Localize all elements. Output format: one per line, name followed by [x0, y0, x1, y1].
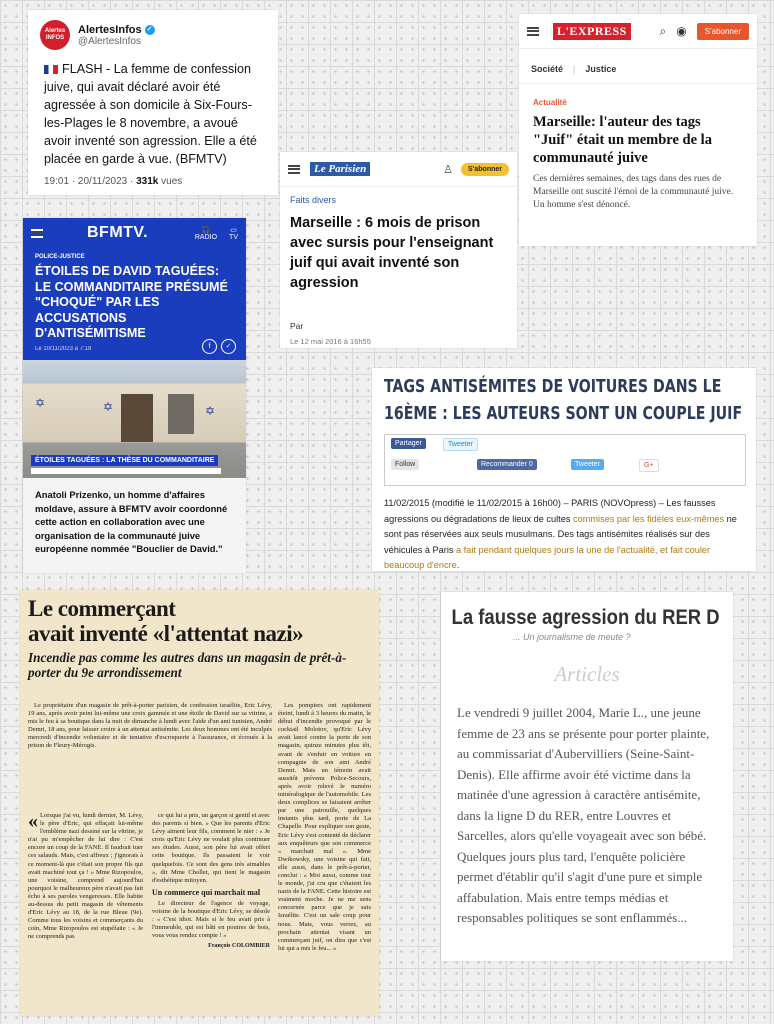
- chyron-subline: [31, 468, 221, 474]
- article-title: Marseille : 6 mois de prison avec sursis pour l'enseignant juif qui avait inventé son agression: [290, 215, 494, 291]
- article-date: Le 10/11/2023 à 7:19: [35, 346, 92, 352]
- france-flag-icon: [44, 65, 58, 74]
- article-description: Ces dernières semaines, des tags dans des rues de Marseille ont suscité l'émoi de la communauté juive. Un homme s'est dénoncé.: [533, 174, 734, 210]
- article-category[interactable]: Actualité: [533, 98, 567, 107]
- account-icon[interactable]: ◉: [676, 24, 687, 38]
- text-part: .: [456, 560, 460, 570]
- video-thumbnail[interactable]: [23, 360, 246, 478]
- express-logo[interactable]: L'EXPRESS: [553, 23, 631, 40]
- clipping-subtitle: Incendie pas comme les autres dans un magasin de prêt-à-porter du 9e arrondissement: [28, 650, 347, 680]
- clipping-lead: [28, 702, 272, 753]
- radio-label: RADIO: [194, 233, 218, 241]
- parisien-header: [280, 152, 517, 187]
- article-title: TAGS ANTISÉMITES DE VOITURES DANS LE 16ÈME : LES AUTEURS SONT UN COUPLE JUIF: [384, 377, 743, 424]
- tweet-text: [28, 56, 278, 168]
- article-title: ÉTOILES DE DAVID TAGUÉES: LE COMMANDITAIRE PRÉSUMÉ "CHOQUÉ" PAR LES ACCUSATIONS D'ANTISÉMITISME: [35, 264, 228, 340]
- headline-line-2: avait inventé «l'attentat nazi»: [28, 621, 304, 646]
- parisien-article-card: [280, 152, 517, 348]
- tweet-button[interactable]: Tweeter: [443, 438, 478, 451]
- column-b-text: ce qui lui a pris, un garçon si gentil et avec des parents si bien. » Que les parents d'Eric Lévy aiment leur fils, comment le nier : « Je crois qu'Eric Lévy ne voulait plus continuer ses études. Aussi, son père lui avait offert cette boutique. Ils passaient le voir quelquefois. Ce sont des gens très aimables », dit Mme Chollet, qui tient le magasin d'esthétique mitoyen.: [152, 812, 270, 884]
- lead-paragraph: Le propriétaire d'un magasin de prêt-à-porter parisien, de confession israélite, Eric Lévy, 19 ans, après avoir peint lui-même une croix gammée et une étoile de David sur sa vitrine, a mis le feu à sa boutique dans la nuit de dimanche à lundi avec l'aide d'un ami tunisien, André Demri, 18 ans, pour laisser croire à un attentat antisémite. Les deux hommes ont été inculpés mercredi d'incendie volontaire et de tentative d'escroquerie à l'assurance, et écroués à la prison de Fleury-Mérogis.: [28, 702, 272, 750]
- column-c: [278, 702, 371, 955]
- twitter-share-icon[interactable]: ✓: [221, 339, 236, 354]
- subscribe-button[interactable]: S'abonner: [461, 163, 509, 176]
- window-image: [168, 394, 194, 434]
- tweet-header: [28, 10, 278, 56]
- star-of-david-icon: ✡: [103, 400, 114, 414]
- account-handle[interactable]: @AlertesInfos: [78, 35, 141, 47]
- menu-icon[interactable]: [31, 229, 43, 238]
- rerd-article-card: [441, 592, 733, 961]
- subscribe-button[interactable]: S'abonner: [697, 23, 749, 40]
- avatar-text-2: INFOS: [45, 35, 65, 41]
- recommend-button[interactable]: Recommander 0: [477, 459, 537, 470]
- article-caption: Anatoli Prizenko, un homme d'affaires moldave, assure à BFMTV avoir coordonné cette action en collaboration avec une organisation de la communauté juive européenne nommée "Bouclier de David.": [35, 489, 228, 554]
- tweet-time[interactable]: 19:01 · 20/11/2023 ·: [44, 176, 137, 187]
- quote-mark: «: [28, 810, 38, 832]
- tweet-card: [28, 10, 278, 195]
- column-c-text: Les pompiers ont rapidement éteint, lundi à 3 heures du matin, le début d'incendie provoqué par le cocktail Molotov, qu'Eric Lévy avait lancé contre la porte de son magasin, quinze minutes plus tôt, avant de s'enfuir en voiture en compagnie de son ami André Demri. Mais un témoin avait aussitôt prévenu Police-Secours, après avoir relevé le numéro minéralogique de l'automobile. Les deux complices se faisaient arrêter par une patrouille, quelques instants plus tard, porte de La Chapelle. Pour expliquer son geste, Eric Lévy s'est contenté de déclarer aux enquêteurs que son commerce « marchait mal ». Mme Dwikowsky, une voisine qui fait, elle aussi, dans le prêt-à-porter, conclut : « Moi aussi, comme tout le monde, j'ai cru que c'étaient les nazis de la FANE. Cette histoire est vraiment moche. Je ne me sens concernée parce que je suis Israélite. C'est un sale coup pour nous. Mais, vous verrez, au prochain attentat visant un commerçant juif, on dira que c'est lui qui a mis le feu... »: [278, 702, 371, 952]
- text-part: ne sont pas réservées aux seuls musulmans. Des tags antisémites réalisés sur des véhicules à Paris: [384, 513, 737, 555]
- breadcrumb-societe[interactable]: Société: [531, 64, 564, 74]
- article-title: Marseille: l'auteur des tags "Juif" était un membre de la communauté juive: [533, 114, 712, 166]
- intertitle: Un commerce qui marchait mal: [152, 887, 261, 897]
- account-icon[interactable]: ♙: [443, 163, 454, 176]
- article-subtitle: ... Un journalisme de meute ?: [513, 632, 631, 642]
- author-signature: François COLOMBIER: [208, 943, 270, 950]
- article-title: La fausse agression du RER D: [451, 606, 720, 629]
- verified-icon: ✓: [145, 25, 155, 35]
- bfmtv-header-block: [23, 218, 246, 360]
- star-of-david-icon: ✡: [205, 404, 216, 418]
- tweet-views-label: vues: [158, 176, 183, 187]
- article-link[interactable]: a fait pendant quelques jours la une de l'actualité, et fait couler beaucoup d'encre: [384, 544, 711, 570]
- avatar-text-1: Alertes: [44, 28, 66, 34]
- express-article-card: [519, 14, 757, 246]
- article-category[interactable]: Faits divers: [290, 195, 337, 205]
- star-of-david-icon: ✡: [35, 396, 46, 410]
- article-text: [384, 496, 744, 571]
- text-part: 11/02/2015 (modifié le 11/02/2015 à 16h00) – PARIS (NOVOpress) – Les fausses agressions ou dégradations de lieux de cultes: [384, 498, 716, 524]
- article-text: Le vendredi 9 juillet 2004, Marie L., une jeune femme de 23 ans se présente pour porter plainte, au commissariat d'Aubervilliers (Seine-Saint-Denis). Elle affirme avoir été victime dans la matinée d'une agression à caractère antisémite, dans la ligne D du RER, entre Louvres et Sarcelles, alors qu'elle voyageait avec son bébé. Quelques jours plus tard, l'enquête policière permet d'établir qu'il s'agit d'une pure et simple affabulation. Mais entre temps médias et responsables politiques se sont enflammés...: [457, 705, 710, 925]
- article-byline: Par: [290, 321, 304, 331]
- share-bar: [384, 434, 746, 486]
- headline-line-1: Le commerçant: [28, 596, 176, 621]
- radio-button[interactable]: [195, 226, 217, 241]
- facebook-share-icon[interactable]: f: [202, 339, 217, 354]
- search-icon[interactable]: ⌕: [659, 23, 667, 38]
- novopress-article-card: [372, 368, 756, 571]
- tv-icon: ▭: [230, 226, 237, 234]
- tweet-views-count: 331k: [136, 176, 159, 187]
- bfmtv-article-card: [23, 218, 246, 573]
- column-b: [152, 812, 270, 950]
- article-link[interactable]: commises par les fidèles eux-mêmes: [572, 513, 725, 524]
- tweet-button-2[interactable]: Tweeter: [571, 459, 604, 470]
- facebook-share-button[interactable]: Partager: [391, 438, 426, 449]
- breadcrumb-separator: |: [573, 64, 576, 74]
- tweet-body: FLASH - La femme de confession juive, qui avait déclaré avoir été agressée à son domicile à Six-Fours-les-Plages le 8 novembre, a avoué avoir inventé son agression. Elle a été placée en garde à vue. (BFMTV): [44, 62, 257, 166]
- article-rubric[interactable]: POLICE-JUSTICE: [35, 254, 85, 260]
- account-name[interactable]: [78, 24, 155, 36]
- newspaper-clipping: [20, 590, 379, 1016]
- menu-icon[interactable]: [288, 165, 300, 174]
- section-label[interactable]: Articles: [554, 662, 620, 686]
- breadcrumb-justice[interactable]: Justice: [585, 64, 617, 74]
- breadcrumb: [519, 49, 757, 84]
- clipping-columns: [28, 702, 371, 1010]
- chyron-text: ÉTOILES TAGUÉES : LA THÈSE DU COMMANDITAIRE: [31, 455, 218, 466]
- column-a-text: Lorsque j'ai vu, lundi dernier, M. Lévy, le père d'Eric, qui effaçait lui-même l'emblème nazi dessiné sur la vitrine, je n'ai pu m'empêcher de lui dire : C'est encore un coup de la FANE. Il faudrait tuer ces salauds. Mais, c'est affreux ; j'ignorais à ce moment-là que c'était son propre fils qui avait machiné tout ça ! » Mme Rizopoulos, une voisine, comprend aujourd'hui pourquoi le malheureux père n'avait pas fait écho à ses paroles vengeresses. Elle habite au-dessus du petit magasin de vêtements d'Eric Lévy au 18, de la rue Bleue (9e). Comme tous les voisins et commerçants du coin, Mme Rizopoulos est stupéfaite : « Je ne comprends pas: [28, 812, 143, 941]
- avatar[interactable]: [40, 20, 70, 50]
- follow-button[interactable]: Follow: [391, 459, 419, 470]
- menu-icon[interactable]: [527, 27, 539, 36]
- tv-label: TV: [229, 233, 238, 241]
- tweet-meta: [28, 168, 278, 195]
- news-chyron: [31, 449, 231, 474]
- door-image: [121, 394, 153, 442]
- column-a: [28, 812, 143, 942]
- google-plus-button[interactable]: G+: [639, 459, 659, 472]
- headphones-icon: 🎧: [201, 226, 211, 234]
- parisien-logo[interactable]: Le Parisien: [310, 162, 370, 176]
- article-date: Le 12 mai 2016 à 16h55: [290, 337, 371, 346]
- clipping-headline: [20, 590, 379, 646]
- account-name-text: AlertesInfos: [78, 23, 142, 36]
- tv-button[interactable]: [229, 226, 238, 241]
- bfmtv-logo[interactable]: BFMTV.: [87, 224, 149, 241]
- column-b2-text: Le directeur de l'agence de voyage, voisine de la boutique d'Eric Lévy, se désole : « C'est idiot. Mais si le feu avait pris à l'immeuble, qui est bâti en poutres de bois, vous vous rendez compte ! »: [152, 899, 270, 940]
- express-header: [519, 14, 757, 49]
